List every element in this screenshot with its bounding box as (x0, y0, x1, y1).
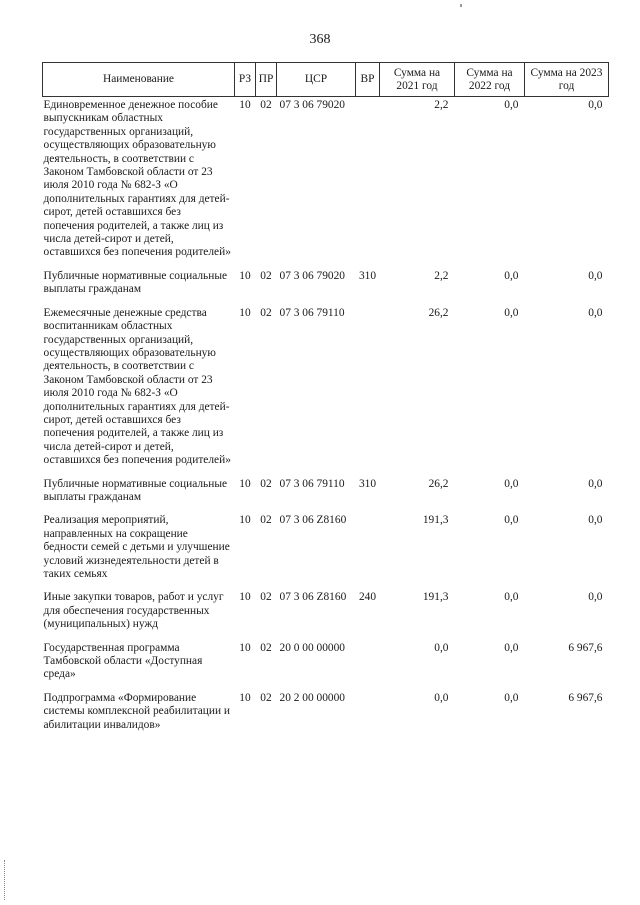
row-sum-2023: 6 967,6 (568, 641, 603, 654)
row-vr (356, 97, 380, 270)
row-csr: 20 2 00 00000 (279, 691, 345, 704)
row-pr: 02 (260, 691, 272, 704)
page-number: 368 (309, 32, 331, 47)
row-rz: 10 (239, 591, 251, 604)
header-pr: ПР (256, 63, 277, 97)
row-pr: 02 (260, 477, 272, 490)
row-pr: 02 (260, 514, 272, 527)
header-rz: РЗ (235, 63, 256, 97)
table-row (43, 642, 609, 692)
row-vr (356, 692, 380, 742)
row-vr (356, 307, 380, 478)
row-sum-2023: 0,0 (588, 514, 603, 527)
row-csr: 07 3 06 Z8160 (279, 591, 347, 604)
row-csr: 20 0 00 00000 (279, 641, 345, 654)
row-rz: 10 (239, 641, 251, 654)
row-sum-2022: 0,0 (504, 514, 519, 527)
table-header (43, 63, 609, 97)
row-name: Государственная программа Тамбовской области «Доступная среда» (43, 641, 203, 681)
row-vr: 310 (358, 477, 377, 490)
row-sum-2022: 0,0 (504, 591, 519, 604)
row-csr: 07 3 06 79020 (279, 99, 345, 111)
row-name: Иные закупки товаров, работ и услуг для обеспечения государственных (муниципальных) нужд (43, 591, 224, 631)
row-pr: 02 (260, 99, 272, 111)
scan-mark (460, 4, 462, 7)
row-sum-2022: 0,0 (504, 99, 519, 111)
table-row (43, 270, 609, 307)
row-pr: 02 (260, 269, 272, 282)
budget-table-container (42, 62, 608, 742)
header-sum-2022: Сумма на 2022 год (455, 63, 525, 97)
table-row (43, 97, 609, 270)
row-sum-2023: 0,0 (588, 591, 603, 604)
row-pr: 02 (260, 306, 272, 319)
row-rz: 10 (239, 477, 251, 490)
row-rz: 10 (239, 269, 251, 282)
row-vr: 240 (358, 591, 377, 604)
row-name: Публичные нормативные социальные выплаты гражданам (43, 269, 228, 296)
table-row (43, 307, 609, 478)
table-row (43, 514, 609, 591)
row-sum-2023: 6 967,6 (568, 691, 603, 704)
row-sum-2021: 0,0 (434, 691, 449, 704)
row-name: Реализация мероприятий, направленных на сокращение бедности семей с детьми и улучшение условий жизнедеятельности детей в таких семьях (43, 514, 230, 580)
row-sum-2021: 2,2 (434, 269, 449, 282)
row-pr: 02 (260, 641, 272, 654)
row-sum-2021: 191,3 (422, 591, 449, 604)
header-vr: ВР (356, 63, 380, 97)
header-csr: ЦСР (277, 63, 356, 97)
row-rz: 10 (239, 306, 251, 319)
row-sum-2022: 0,0 (504, 691, 519, 704)
row-csr: 07 3 06 79020 (279, 269, 345, 282)
row-csr: 07 3 06 79110 (279, 306, 345, 319)
row-sum-2022: 0,0 (504, 477, 519, 490)
row-sum-2021: 191,3 (422, 514, 449, 527)
row-csr: 07 3 06 Z8160 (279, 514, 347, 527)
row-vr (356, 642, 380, 692)
budget-table (42, 62, 609, 742)
row-pr: 02 (260, 591, 272, 604)
row-name: Подпрограмма «Формирование системы комплексной реабилитации и абилитации инвалидов» (43, 691, 230, 731)
header-sum-2023: Сумма на 2023 год (525, 63, 609, 97)
row-rz: 10 (239, 99, 251, 111)
row-sum-2023: 0,0 (588, 269, 603, 282)
row-sum-2021: 0,0 (434, 641, 449, 654)
table-row (43, 591, 609, 641)
header-name: Наименование (43, 63, 235, 97)
row-sum-2022: 0,0 (504, 269, 519, 282)
row-name: Единовременное денежное пособие выпускникам областных государственных организаций, осуществляющих образовательную деятельность, в соответствии с Законом Тамбовской области от 23 июля 2010 года № 682-З «О дополнительных гарантиях для детей-сирот, детей оставшихся без попечения родителей, а также лиц из числа детей-сирот и детей, оставшихся без попечения родителей» (43, 99, 231, 259)
row-sum-2022: 0,0 (504, 641, 519, 654)
row-rz: 10 (239, 691, 251, 704)
row-sum-2021: 2,2 (434, 99, 449, 111)
row-vr (356, 514, 380, 591)
table-row (43, 478, 609, 515)
row-rz: 10 (239, 514, 251, 527)
row-sum-2023: 0,0 (588, 99, 603, 111)
row-sum-2021: 26,2 (428, 477, 449, 490)
row-sum-2022: 0,0 (504, 306, 519, 319)
table-row (43, 692, 609, 742)
row-sum-2021: 26,2 (428, 306, 449, 319)
row-name: Ежемесячные денежные средства воспитанникам областных государственных организаций, осуществляющих образовательную деятельность, в соответствии с Законом Тамбовской области от 23 июля 2010 года № 682-З «О дополнительных гарантиях для детей-сирот, детей оставшихся без попечения родителей, а также лиц из числа детей-сирот и детей, оставшихся без попечения родителей» (43, 306, 231, 467)
row-sum-2023: 0,0 (588, 306, 603, 319)
row-vr: 310 (358, 269, 377, 282)
header-sum-2021: Сумма на 2021 год (380, 63, 455, 97)
row-csr: 07 3 06 79110 (279, 477, 345, 490)
table-body (43, 97, 609, 743)
scan-edge-mark (4, 860, 8, 900)
row-sum-2023: 0,0 (588, 477, 603, 490)
row-name: Публичные нормативные социальные выплаты гражданам (43, 477, 228, 503)
